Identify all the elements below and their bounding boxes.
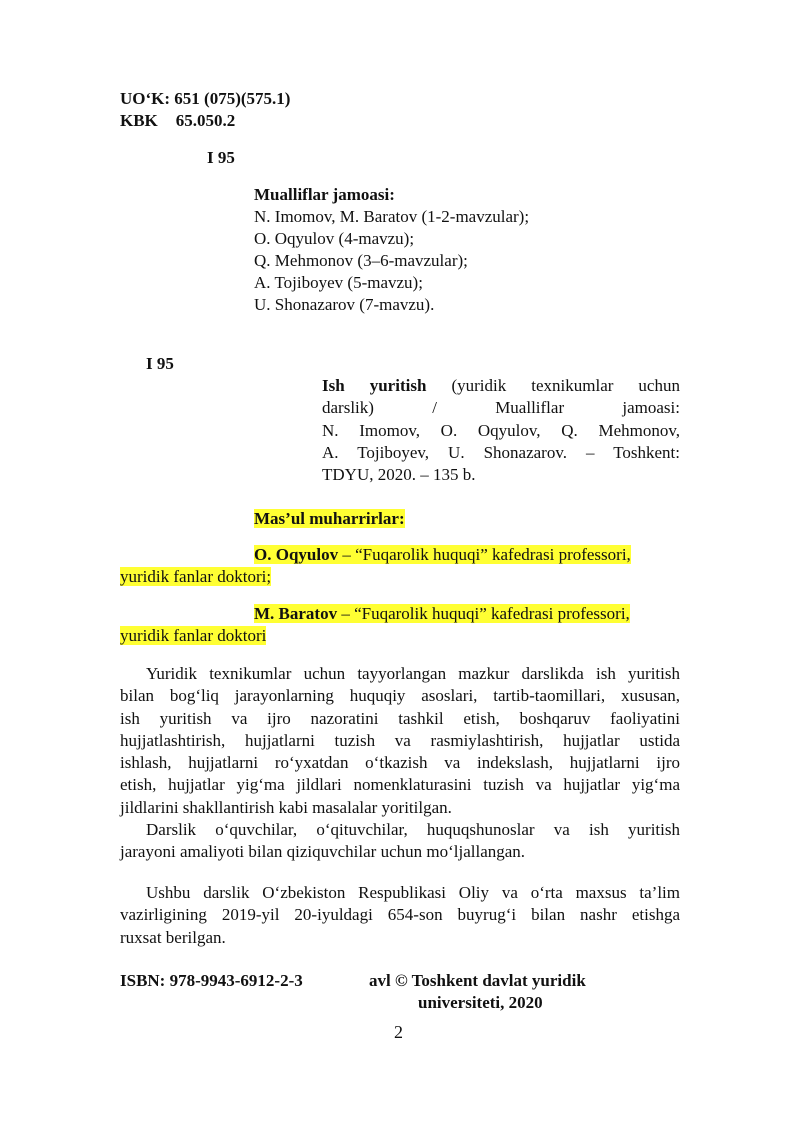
book-title: Ish yuritish [322, 376, 427, 395]
index-code-top: I 95 [207, 148, 235, 167]
approval-paragraph [120, 882, 680, 949]
udk-code: UO‘K: 651 (075)(575.1) [120, 89, 291, 108]
editor-1 [120, 544, 680, 589]
author-line: N. Imomov, M. Baratov (1-2-mavzular); [254, 207, 530, 226]
audience-line: Darslik o‘quvchilar, o‘qituvchilar, huquqshunoslar va ish yuritish [146, 820, 680, 840]
biblio-line: TDYU, 2020. – 135 b. [322, 465, 476, 485]
index-code-left: I 95 [146, 354, 174, 373]
editor-1-name: O. Oqyulov [254, 545, 339, 564]
editors-heading: Mas’ul muharrirlar: [254, 509, 405, 528]
approval-line: vazirligining 2019-yil 20-iyuldagi 654-son buyrug‘i bilan nashr etishga [120, 905, 680, 925]
approval-line: Ushbu darslik O‘zbekiston Respublikasi Oliy va o‘rta maxsus ta’lim [146, 883, 680, 902]
biblio-line: Ish yuritish (yuridik texnikumlar uchun [322, 376, 680, 395]
editor-2-name: M. Baratov [254, 604, 338, 623]
kbk-value: 65.050.2 [175, 111, 236, 130]
author-line: A. Tojiboyev (5-mavzu); [254, 273, 423, 292]
isbn: ISBN: 978-9943-6912-2-3 [120, 971, 303, 990]
annotation-line: Yuridik texnikumlar uchun tayyorlangan mazkur darslikda ish yuritish [146, 664, 680, 683]
author-line: O. Oqyulov (4-mavzu); [254, 229, 415, 248]
biblio-line: N. Imomov, O. Oqyulov, Q. Mehmonov, [322, 420, 680, 440]
annotation-paragraph [120, 663, 680, 864]
authors-heading: Mualliflar jamoasi: [254, 185, 395, 204]
copyright-line1: avl © Toshkent davlat yuridik [369, 971, 586, 990]
biblio-line: darslik) / Mualliflar jamoasi: [322, 398, 680, 418]
editor-1-line1: O. Oqyulov – “Fuqarolik huquqi” kafedrasi professori, [254, 545, 631, 564]
author-line: U. Shonazarov (7-mavzu). [254, 295, 435, 314]
authors-block [254, 184, 529, 316]
copyright-line2: universiteti, 2020 [418, 993, 543, 1012]
page-number: 2 [394, 1022, 403, 1042]
annotation-line: ishlash, hujjatlarni ro‘yxatdan o‘tkazish va indekslash, hujjatlarni ijro [120, 753, 680, 773]
annotation-line: hujjatlashtirish, hujjatlarni tuzish va rasmiylashtirish, hujjatlar ustida [120, 730, 680, 750]
audience-line: jarayoni amaliyoti bilan qiziquvchilar uchun mo‘ljallangan. [120, 842, 526, 862]
annotation-line: bilan bog‘liq jarayonlarning huquqiy asoslari, tartib-taomillari, xususan, [120, 686, 680, 706]
editor-2-line2: yuridik fanlar doktori [120, 626, 267, 646]
annotation-line: jildlarini shakllantirish kabi masalalar yoritilgan. [120, 797, 452, 817]
annotation-line: ish yuritish va ijro nazoratini tashkil etish, boshqaruv faoliyatini [120, 708, 680, 728]
kbk-label: KBK [120, 111, 158, 130]
editor-2 [120, 603, 680, 648]
annotation-line: etish, hujjatlar yig‘ma jildlari nomenklaturasini tuzish va hujjatlar yig‘ma [120, 775, 680, 795]
biblio-line: A. Tojiboyev, U. Shonazarov. – Toshkent: [322, 442, 680, 462]
author-line: Q. Mehmonov (3–6-mavzular); [254, 251, 468, 270]
approval-line: ruxsat berilgan. [120, 927, 226, 947]
kbk-code [120, 110, 235, 132]
bibliographic-description [322, 375, 680, 486]
editor-2-line1: M. Baratov – “Fuqarolik huquqi” kafedrasi professori, [254, 604, 630, 623]
editor-1-line2: yuridik fanlar doktori; [120, 567, 272, 587]
